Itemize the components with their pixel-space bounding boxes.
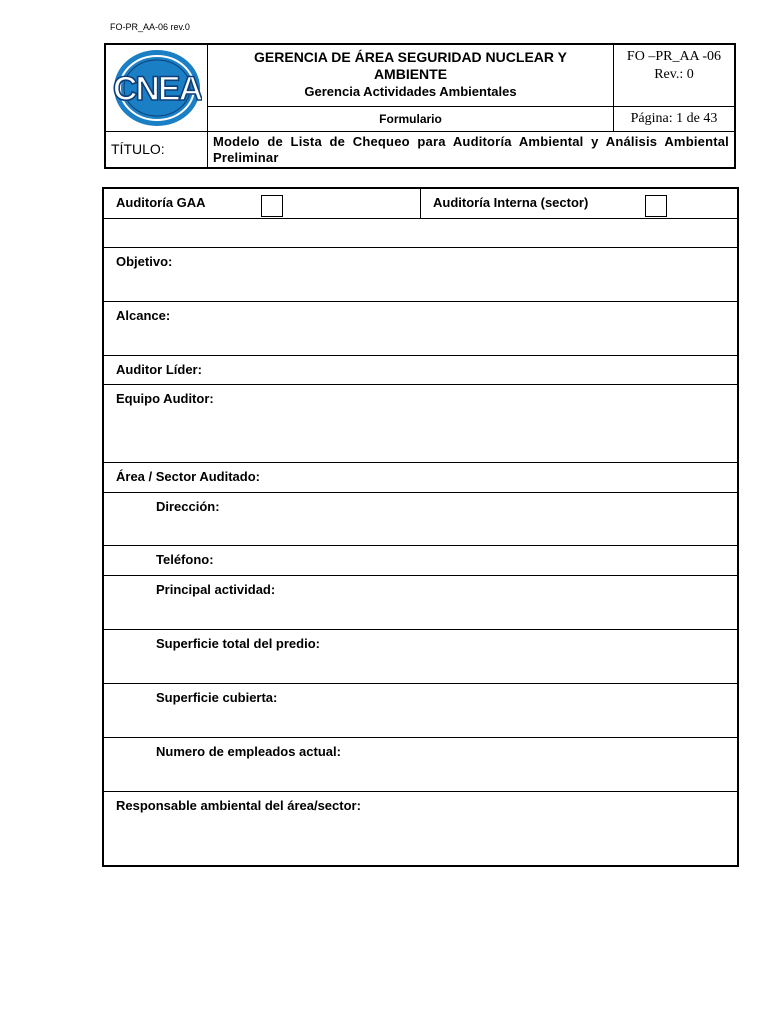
equipo-auditor-field[interactable] bbox=[104, 385, 737, 463]
responsable-ambiental-label: Responsable ambiental del área/sector: bbox=[116, 798, 361, 813]
principal-actividad-field[interactable] bbox=[104, 576, 737, 630]
auditor-lider-label: Auditor Líder: bbox=[116, 362, 202, 377]
direccion-field[interactable] bbox=[104, 493, 737, 546]
cnea-logo bbox=[112, 48, 202, 128]
header-title: GERENCIA DE ÁREA SEGURIDAD NUCLEAR Y AMBIENTE bbox=[254, 49, 567, 82]
area-sector-label: Área / Sector Auditado: bbox=[116, 469, 260, 484]
audit-type-row bbox=[104, 189, 737, 219]
objetivo-label: Objetivo: bbox=[116, 254, 173, 269]
header-title-cell bbox=[208, 45, 614, 107]
objetivo-field[interactable] bbox=[104, 248, 737, 302]
column-divider bbox=[420, 189, 421, 218]
alcance-label: Alcance: bbox=[116, 308, 171, 323]
equipo-auditor-label: Equipo Auditor: bbox=[116, 391, 214, 406]
superficie-total-label: Superficie total del predio: bbox=[156, 636, 320, 651]
header-subtitle: Gerencia Actividades Ambientales bbox=[304, 84, 517, 99]
superficie-cubierta-label: Superficie cubierta: bbox=[156, 690, 278, 705]
titulo-label: TÍTULO: bbox=[106, 132, 208, 167]
audit-internal-checkbox[interactable] bbox=[645, 195, 667, 217]
audit-gaa-checkbox[interactable] bbox=[261, 195, 283, 217]
telefono-field[interactable] bbox=[104, 546, 737, 576]
audit-gaa-label: Auditoría GAA bbox=[116, 195, 206, 210]
blank-row[interactable] bbox=[104, 219, 737, 248]
responsable-ambiental-field[interactable] bbox=[104, 792, 737, 865]
revision-label: Rev.: 0 bbox=[654, 67, 694, 82]
audit-form bbox=[102, 187, 739, 867]
superficie-total-field[interactable] bbox=[104, 630, 737, 684]
superficie-cubierta-field[interactable] bbox=[104, 684, 737, 738]
titulo-value: Modelo de Lista de Chequeo para Auditoría Ambiental y Análisis Ambiental Preliminar bbox=[213, 134, 729, 165]
auditor-lider-field[interactable] bbox=[104, 356, 737, 385]
area-sector-field[interactable] bbox=[104, 463, 737, 493]
form-type-label: Formulario bbox=[208, 107, 614, 132]
document-header bbox=[104, 43, 736, 169]
header-code-cell bbox=[614, 45, 734, 107]
numero-empleados-label: Numero de empleados actual: bbox=[156, 744, 341, 759]
alcance-field[interactable] bbox=[104, 302, 737, 356]
numero-empleados-field[interactable] bbox=[104, 738, 737, 792]
document-code: FO-PR_AA-06 rev.0 bbox=[110, 22, 190, 32]
telefono-label: Teléfono: bbox=[156, 552, 214, 567]
principal-actividad-label: Principal actividad: bbox=[156, 582, 276, 597]
document-code-header: FO –PR_AA -06 bbox=[626, 49, 722, 64]
page-number: Página: 1 de 43 bbox=[614, 107, 734, 132]
direccion-label: Dirección: bbox=[156, 499, 220, 514]
logo-cell bbox=[106, 45, 208, 132]
audit-internal-label: Auditoría Interna (sector) bbox=[433, 195, 589, 210]
logo-text: CNEA bbox=[112, 70, 201, 108]
